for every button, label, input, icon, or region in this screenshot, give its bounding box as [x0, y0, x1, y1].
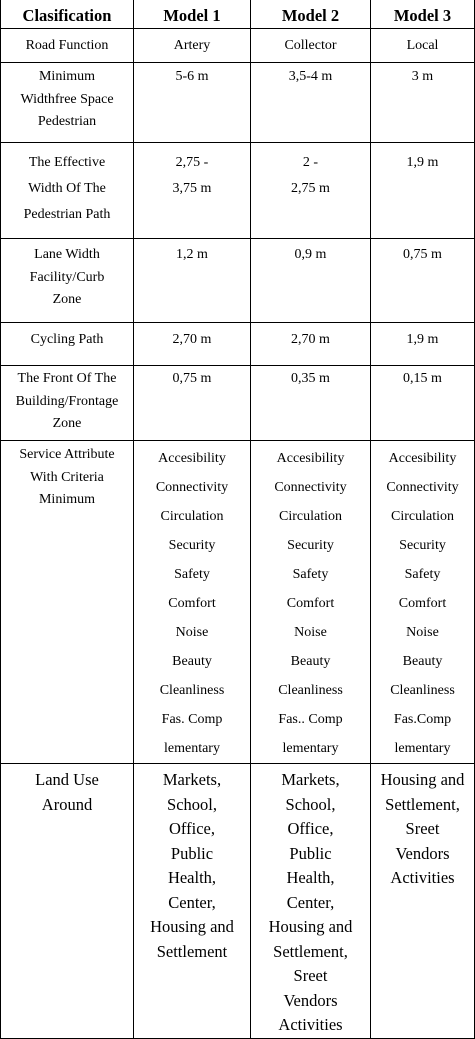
cell-model-1 [134, 441, 251, 764]
cell-model-1 [134, 29, 251, 63]
cell-line: Road Function [25, 38, 109, 53]
row-road-function [1, 29, 475, 63]
cell-line: Accesibility [158, 451, 226, 466]
row-minimum-width [1, 63, 475, 143]
cell-line: Office, [169, 819, 215, 838]
cell-line: Noise [294, 625, 327, 640]
cell-model-3 [371, 323, 475, 366]
cell-line: Public [289, 843, 332, 863]
cell-model-2 [251, 323, 371, 366]
cell-line: Safety [404, 567, 441, 582]
cell-line: Pedestrian Path [23, 207, 111, 222]
cell-line: Housing and [268, 917, 353, 936]
cell-line: Center, [286, 892, 335, 912]
cell-line: 0,15 m [403, 371, 442, 386]
cell-line: The Effective [28, 155, 106, 170]
cell-line: Fas.. Comp [278, 712, 343, 727]
cell-line: Security [399, 538, 446, 553]
row-label [1, 63, 134, 143]
cell-line: Zone [52, 416, 82, 431]
cell-line: Cleanliness [390, 683, 455, 698]
cell-line: 3 m [411, 69, 434, 84]
cell-model-2 [251, 63, 371, 143]
cell-line: Connectivity [274, 480, 347, 495]
cell-line: 2,75 - [175, 155, 209, 170]
cell-line: Beauty [402, 654, 443, 669]
cell-model-3 [371, 63, 475, 143]
cell-line: lementary [394, 741, 451, 756]
cell-line: Center, [168, 892, 216, 912]
cell-line: Cycling Path [30, 332, 104, 347]
cell-line: Widthfree Space [20, 91, 114, 107]
cell-line: Security [168, 538, 216, 553]
cell-line: Local [406, 38, 439, 53]
cell-line: Noise [175, 625, 209, 640]
cell-line: Markets, [162, 770, 222, 789]
cell-model-1 [134, 366, 251, 441]
cell-line: Cleanliness [278, 683, 343, 698]
cell-line: lementary [282, 741, 339, 756]
cell-model-2 [251, 366, 371, 441]
row-effective-width [1, 143, 475, 239]
cell-line: Settlement, [273, 941, 348, 961]
cell-line: Fas. Comp [161, 712, 223, 727]
cell-line: 0,9 m [294, 247, 327, 262]
cell-line: Around [41, 794, 93, 814]
cell-line: Connectivity [386, 480, 459, 495]
cell-line: Office, [287, 819, 334, 838]
cell-line: 1,9 m [406, 332, 439, 347]
cell-model-3 [371, 441, 475, 764]
cell-line: Circulation [279, 509, 342, 524]
row-label [1, 323, 134, 366]
cell-line: Lane Width [34, 247, 100, 262]
cell-line: Zone [52, 292, 82, 307]
cell-line: Beauty [290, 654, 331, 669]
cell-line: Connectivity [155, 480, 229, 495]
cell-model-3 [371, 764, 475, 1039]
cell-line: 1,2 m [176, 247, 208, 262]
cell-model-2 [251, 239, 371, 323]
cell-model-2 [251, 764, 371, 1039]
cell-line: 0,35 m [291, 371, 330, 386]
cell-line: 2,75 m [291, 181, 330, 196]
cell-line: 0,75 m [403, 247, 442, 262]
cell-line: Activities [390, 868, 455, 887]
cell-line: Safety [174, 567, 210, 582]
row-label [1, 239, 134, 323]
cell-line: Housing and [150, 917, 234, 936]
cell-line: Building/Frontage [15, 393, 119, 409]
cell-line: Noise [406, 625, 439, 640]
cell-line: Comfort [168, 596, 216, 611]
row-lane-width [1, 239, 475, 323]
cell-line: Vendors [395, 843, 450, 863]
row-service-attribute [1, 441, 475, 764]
header-classification: Clasification [1, 0, 134, 29]
cell-line: 3,5-4 m [288, 69, 333, 84]
cell-line: Health, [286, 868, 335, 887]
cell-model-3 [371, 143, 475, 239]
cell-line: Width Of The [28, 181, 106, 196]
cell-model-1 [134, 143, 251, 239]
header-row [1, 0, 475, 29]
row-frontage-zone [1, 366, 475, 441]
cell-line: 2,70 m [172, 332, 212, 347]
cell-model-3 [371, 366, 475, 441]
cell-line: lementary [164, 741, 220, 756]
cell-line: Accesibility [276, 451, 345, 466]
cell-model-1 [134, 63, 251, 143]
cell-line: Health, [167, 868, 217, 887]
cell-line: Minimum [38, 69, 95, 84]
cell-line: Sreet [293, 966, 328, 985]
cell-line: Activities [278, 1015, 343, 1034]
cell-model-2 [251, 441, 371, 764]
cell-line: Pedestrian [37, 114, 97, 129]
cell-line: Safety [292, 567, 329, 582]
row-label [1, 441, 134, 764]
row-label [1, 366, 134, 441]
cell-line: Circulation [391, 509, 454, 524]
cell-line: Public [170, 843, 214, 863]
cell-model-3 [371, 239, 475, 323]
header-model-2: Model 2 [251, 0, 371, 29]
cell-line: Accesibility [388, 451, 457, 466]
cell-line: School, [167, 794, 217, 814]
cell-line: Facility/Curb [29, 269, 105, 285]
cell-line: Service Attribute [19, 447, 115, 462]
cell-model-1 [134, 323, 251, 366]
cell-line: With Criteria [30, 469, 104, 485]
cell-line: Circulation [160, 509, 224, 524]
header-model-1: Model 1 [134, 0, 251, 29]
cell-model-1 [134, 764, 251, 1039]
cell-line: Security [287, 538, 334, 553]
cell-line: Artery [173, 38, 211, 53]
cell-line: Land Use [35, 770, 99, 789]
cell-line: Beauty [172, 654, 212, 669]
cell-line: 1,9 m [406, 155, 439, 170]
cell-line: Markets, [281, 770, 340, 789]
cell-line: Collector [284, 38, 337, 53]
cell-line: 3,75 m [172, 181, 212, 196]
cell-line: Settlement [156, 941, 228, 961]
row-label [1, 143, 134, 239]
row-label [1, 29, 134, 63]
cell-line: Settlement, [385, 794, 460, 814]
row-label [1, 764, 134, 1039]
cell-model-3 [371, 29, 475, 63]
header-model-3: Model 3 [371, 0, 475, 29]
cell-model-1 [134, 239, 251, 323]
row-cycling-path [1, 323, 475, 366]
cell-line: 5-6 m [175, 69, 209, 84]
cell-line: The Front Of The [17, 371, 117, 386]
cell-model-2 [251, 29, 371, 63]
cell-line: 2,70 m [291, 332, 330, 347]
cell-line: School, [285, 794, 336, 814]
cell-line: Comfort [286, 596, 335, 611]
cell-line: 2 - [302, 155, 319, 170]
row-land-use [1, 764, 475, 1039]
cell-model-2 [251, 143, 371, 239]
cell-line: 0,75 m [172, 371, 212, 386]
cell-line: Sreet [405, 819, 440, 838]
cell-line: Minimum [38, 492, 95, 507]
cell-line: Cleanliness [159, 683, 225, 698]
cell-line: Housing and [380, 770, 465, 789]
cell-line: Comfort [398, 596, 447, 611]
cell-line: Vendors [283, 990, 338, 1010]
cell-line: Fas.Comp [393, 712, 452, 727]
